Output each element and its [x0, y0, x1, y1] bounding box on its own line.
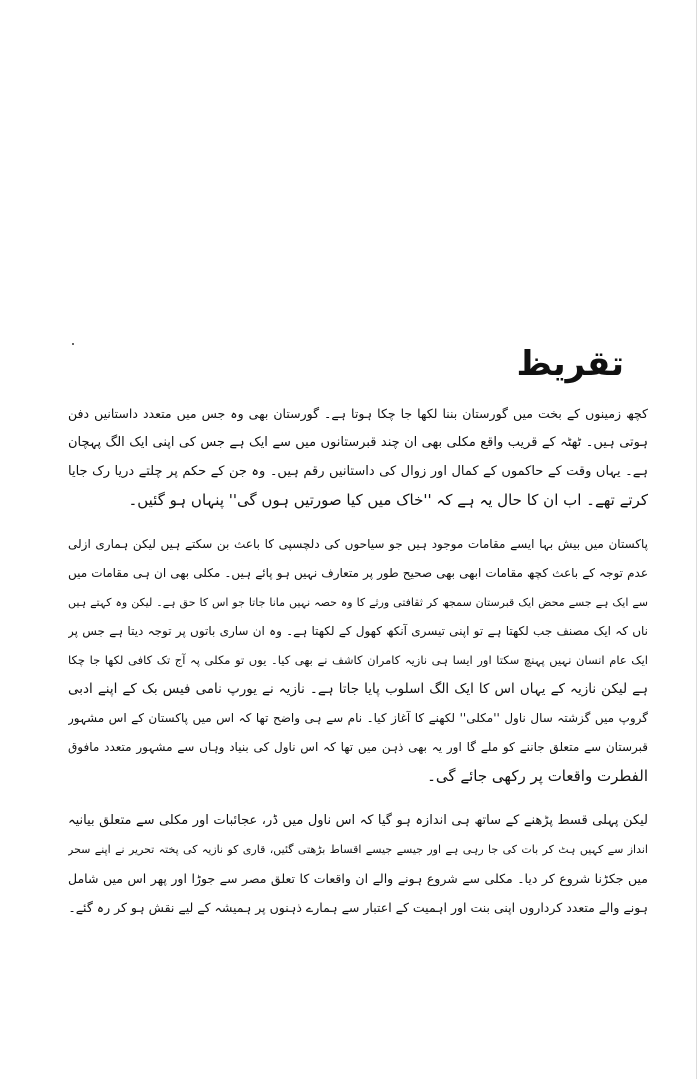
text-line: ایک عام انسان نہیں پہنچ سکتا اور ایسا ہی نازیہ کامران کاشف نے بھی کیا۔ یوں تو مکلی پہ آج تک کافی لکھا جا چکا — [68, 653, 648, 667]
text-line: ہونے والے متعدد کرداروں اپنی بنت اور اہمیت کے اعتبار سے ہمارے ذہنوں پر ہمیشہ کے لیے نقش ہو کر رہ گئے۔ — [68, 900, 648, 915]
page-edge-line — [696, 0, 697, 1079]
paragraph-2 — [68, 530, 648, 791]
text-line: پاکستان میں بیش بہا ایسے مقامات موجود ہیں جو سیاحوں کی دلچسپی کا باعث بن سکتے ہیں لیکن ہماری ازلی — [68, 537, 648, 551]
ink-speck — [72, 343, 74, 345]
text-line: ہوتی ہیں۔ ٹھٹہ کے قریب واقع مکلی بھی ان چند قبرستانوں میں سے ایک ہے جس کی اپنی ایک الگ پہچان — [68, 435, 648, 450]
paragraph-3 — [68, 806, 648, 922]
text-line: انداز سے کہیں ہٹ کر بات کی جا رہی ہے اور جیسے جیسے اقساط بڑھتی گئیں، قاری کو نازیہ کی پختہ تحریر نے اپنے سحر — [68, 843, 648, 856]
text-line: لیکن پہلی قسط پڑھنے کے ساتھ ہی اندازہ ہو گیا کہ اس ناول میں ڈر، عجائبات اور مکلی سے متعلق بیانیہ — [68, 813, 648, 828]
paragraph-1 — [68, 399, 648, 515]
text-line: میں جکڑنا شروع کر دیا۔ مکلی سے شروع ہونے والے ان واقعات کا تعلق مصر سے جوڑا اور پھر اس میں شامل — [68, 871, 648, 886]
text-line: ہے لیکن نازیہ کے یہاں اس کا ایک الگ اسلوب پایا جاتا ہے۔ نازیہ نے یورپ نامی فیس بک کے اپنے ادبی — [68, 681, 648, 697]
text-line: الفطرت واقعات پر رکھی جائے گی۔ — [427, 767, 648, 785]
text-line: ناں کہ ایک مصنف جب لکھتا ہے تو اپنی تیسری آنکھ کھول کے لکھتا ہے۔ وہ ان ساری باتوں پر توجہ دیتا ہے جس پر — [68, 624, 648, 638]
page-title: تقریظ — [516, 344, 624, 384]
text-line: کرتے تھے۔ اب ان کا حال یہ ہے کہ ''خاک میں کیا صورتیں ہوں گی'' پنہاں ہو گئیں۔ — [128, 491, 648, 509]
body-text — [68, 399, 648, 922]
text-line: کچھ زمینوں کے بخت میں گورستان بننا لکھا جا چکا ہوتا ہے۔ گورستان بھی وہ جس میں متعدد داستانیں دفن — [68, 406, 648, 421]
text-line: سے ایک ہے جسے محض ایک قبرستان سمجھ کر ثقافتی ورثے کا وہ حصہ نہیں مانا جاتا جو اس کا حق ہے۔ لیکن وہ کہتے ہیں — [68, 596, 648, 609]
text-line: گروپ میں گزشتہ سال ناول ''مکلی'' لکھنے کا آغاز کیا۔ نام سے ہی واضح تھا کہ اس میں پاکستان کے اس مشہور — [68, 711, 648, 725]
text-line: عدم توجہ کے باعث کچھ مقامات ابھی بھی صحیح طور پر متعارف نہیں ہو پائے ہیں۔ مکلی بھی ان ہی مقامات میں — [68, 566, 648, 580]
text-line: قبرستان سے متعلق جاننے کو ملے گا اور یہ بھی ذہن میں تھا کہ اس ناول کی بنیاد وہاں سے مشہور متعدد مافوق — [68, 740, 648, 754]
text-line: ہے۔ یہاں وقت کے حاکموں کے کمال اور زوال کی داستانیں رقم ہیں۔ وہ جن کے حکم پر چلتے دریا رک جایا — [68, 464, 648, 479]
